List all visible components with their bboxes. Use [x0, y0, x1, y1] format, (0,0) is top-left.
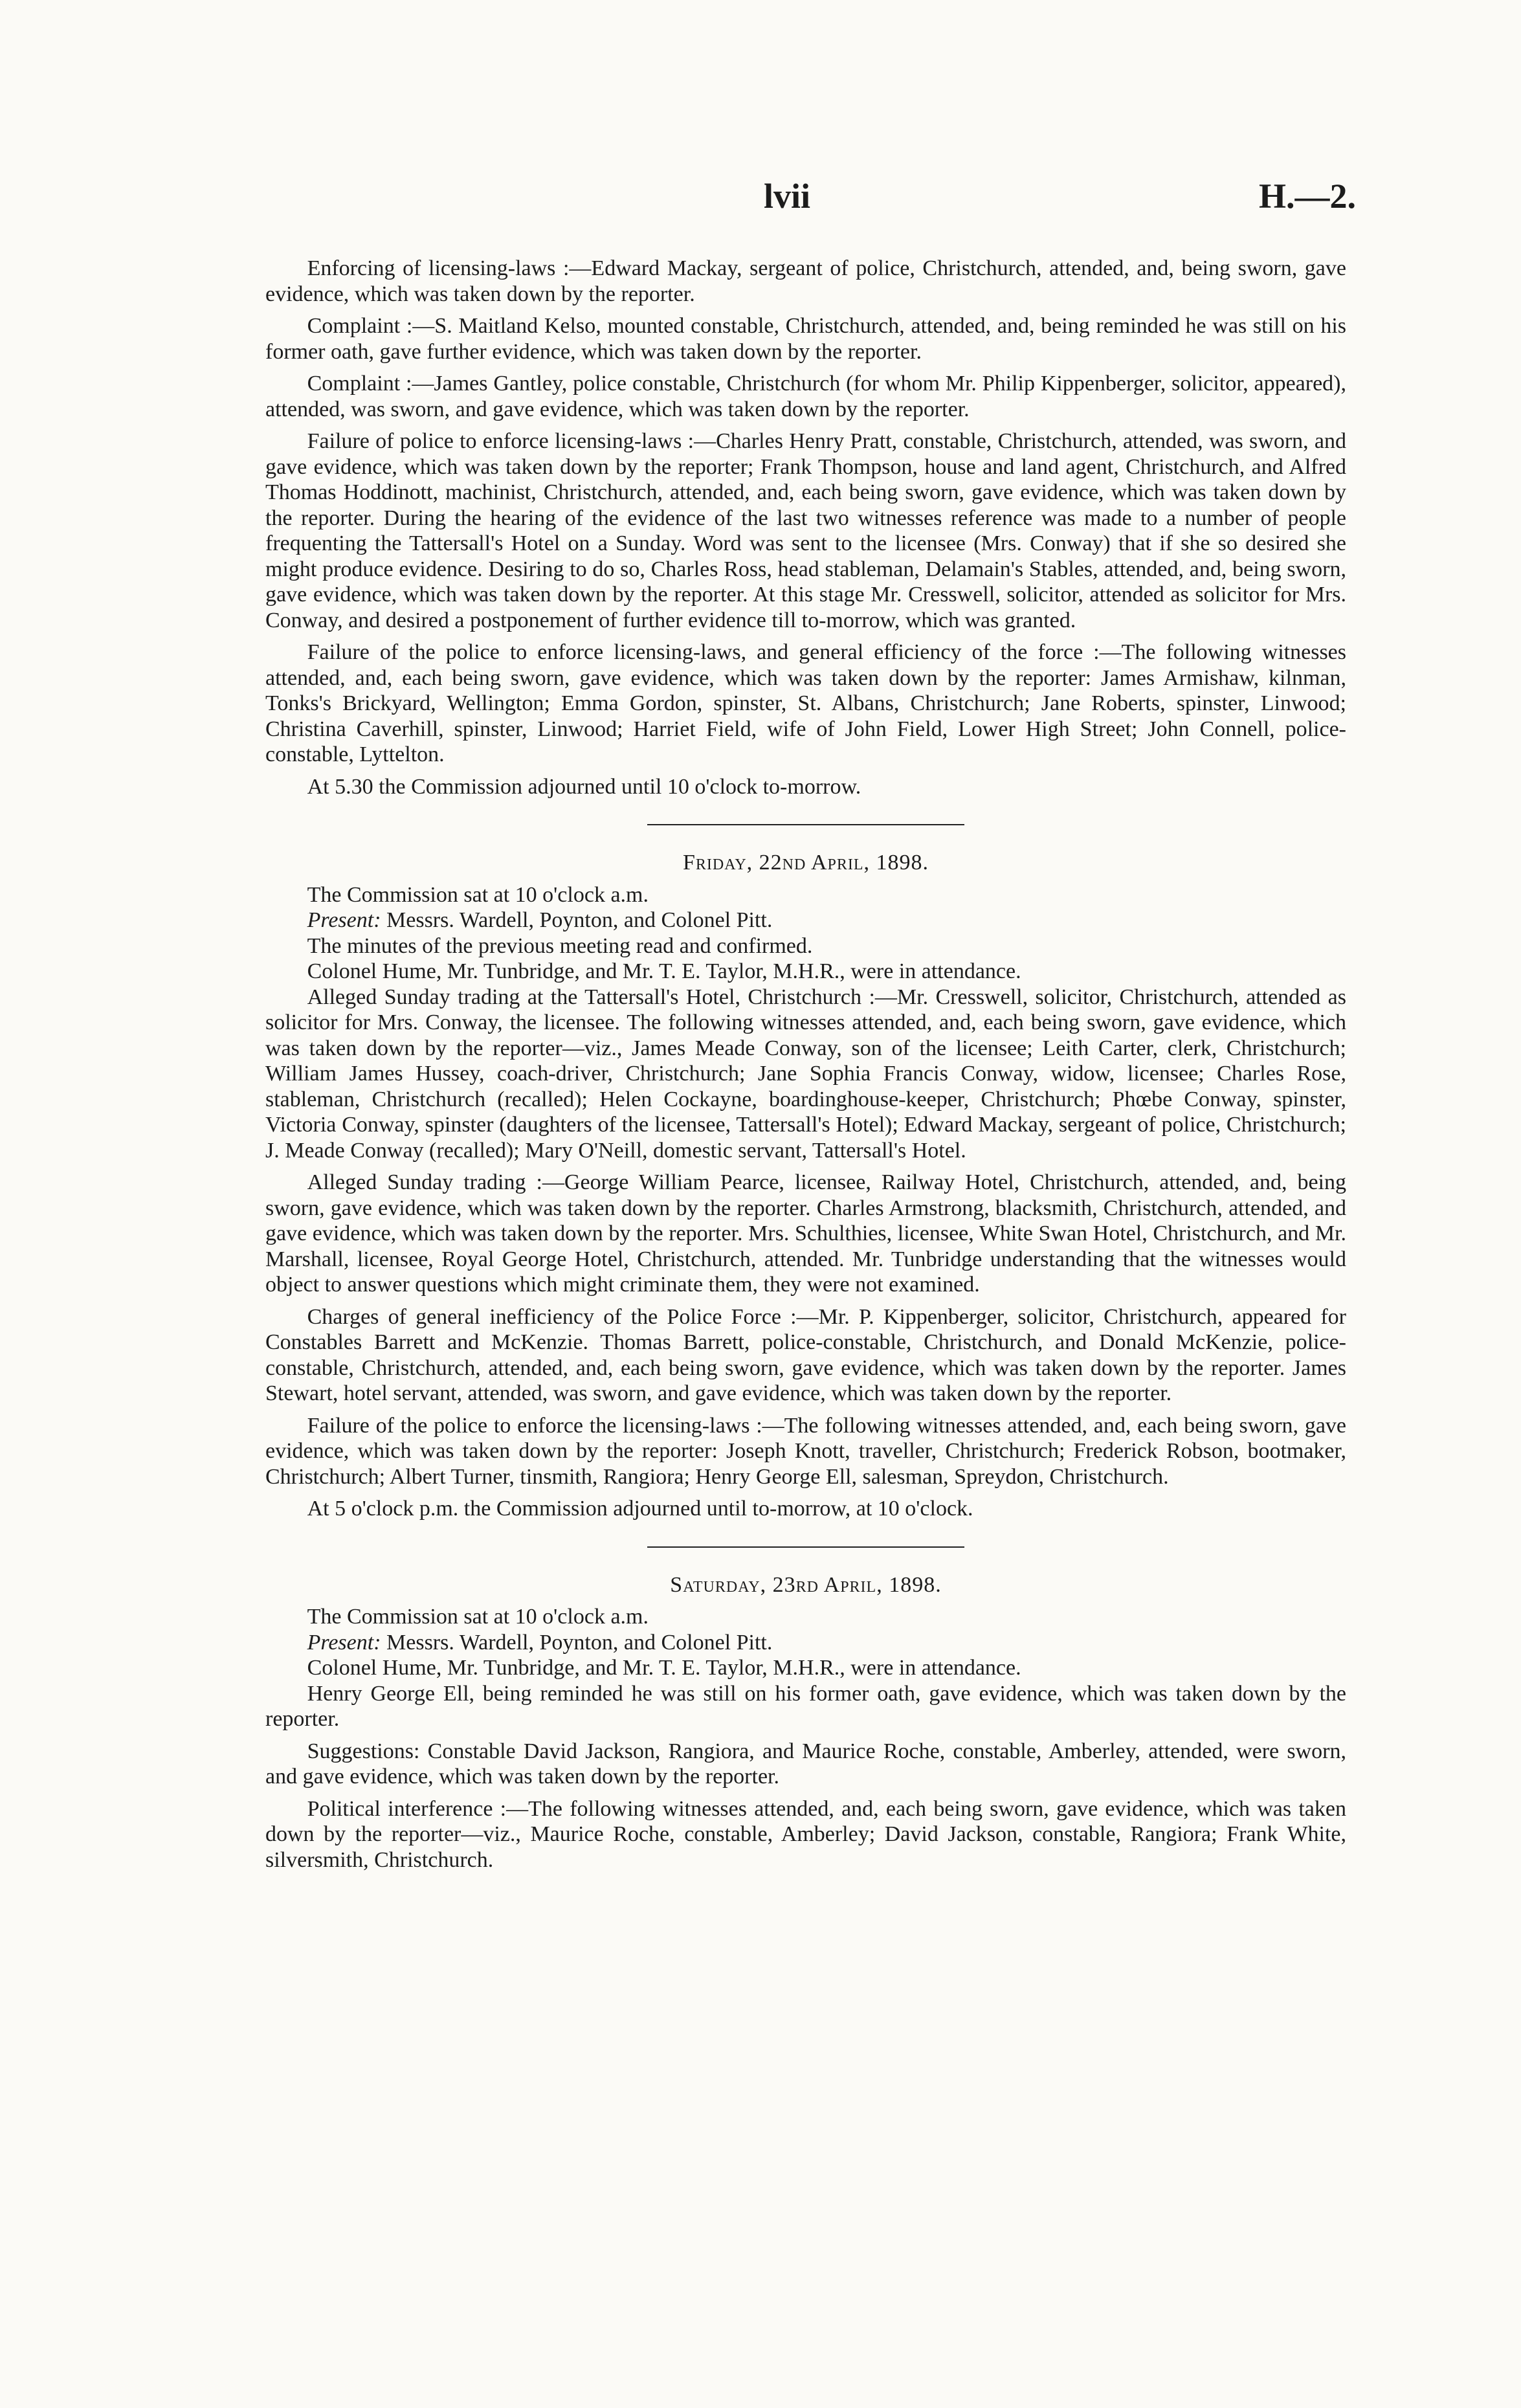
document-body [265, 256, 1346, 1879]
present-names: Messrs. Wardell, Poynton, and Colonel Pitt. [386, 908, 773, 932]
section-date-saturday: Saturday, 23rd April, 1898. [670, 1572, 942, 1597]
adjournment-note: At 5 o'clock p.m. the Commission adjourned until to-morrow, at 10 o'clock. [307, 1497, 973, 1521]
present-names: Messrs. Wardell, Poynton, and Colonel Pitt. [386, 1630, 773, 1655]
paragraph: Failure of the police to enforce licensing-laws, and general efficiency of the force :—The following witnesses attended, and, each being sworn, gave evidence, which was taken down by the reporter: James Armishaw, kilnman, Tonks's Brickyard, Wellington; Emma Gordon, spinster, St. Albans, Christchurch; Jane Roberts, spinster, Linwood; Christina Caverhill, spinster, Linwood; Harriet Field, wife of John Field, Lower High Street; John Connell, police-constable, Lyttelton. [265, 640, 1346, 766]
paragraph: Alleged Sunday trading at the Tattersall's Hotel, Christchurch :—Mr. Cresswell, solicitor, Christchurch, attended as solicitor for Mrs. Conway, the licensee. The following witnesses attended, and, each being sworn, gave evidence, which was taken down by the reporter—viz., James Meade Conway, son of the licensee; Leith Carter, clerk, Christchurch; William James Hussey, coach-driver, Christchurch; Jane Sophia Francis Conway, widow, licensee; Charles Rose, stableman, Christchurch (recalled); Helen Cockayne, boardinghouse-keeper, Christchurch; Phœbe Conway, spinster, Victoria Conway, spinster (daughters of the licensee, Tattersall's Hotel); Edward Mackay, sergeant of police, Christchurch; J. Meade Conway (recalled); Mary O'Neill, domestic servant, Tattersall's Hotel. [265, 985, 1346, 1163]
present-label: Present: [307, 1630, 381, 1655]
paragraph: Complaint :—S. Maitland Kelso, mounted constable, Christchurch, attended, and, being reminded he was still on his former oath, gave further evidence, which was taken down by the reporter. [265, 314, 1346, 364]
section-divider [647, 1546, 964, 1548]
paragraph: Political interference :—The following witnesses attended, and, each being sworn, gave evidence, which was taken down by the reporter—viz., Maurice Roche, constable, Amberley; David Jackson, constable, Rangiora; Frank White, silversmith, Christchurch. [265, 1796, 1346, 1872]
paragraph: Suggestions: Constable David Jackson, Rangiora, and Maurice Roche, constable, Amberley, attended, were sworn, and gave evidence, which was taken down by the reporter. [265, 1739, 1346, 1789]
sitting-time: The Commission sat at 10 o'clock a.m. [307, 882, 649, 907]
present-label: Present: [307, 908, 381, 932]
paragraph: Henry George Ell, being reminded he was still on his former oath, gave evidence, which was taken down by the reporter. [265, 1681, 1346, 1731]
page-number: lvii [764, 177, 811, 216]
paragraph: Alleged Sunday trading :—George William Pearce, licensee, Railway Hotel, Christchurch, attended, and, being sworn, gave evidence, which was taken down by the reporter. Charles Armstrong, blacksmith, Christchurch, attended, and gave evidence, which was taken down by the reporter. Mrs. Schulthies, licensee, White Swan Hotel, Christchurch, and Mr. Marshall, licensee, Royal George Hotel, Christchurch, attended. Mr. Tunbridge understanding that the witnesses would object to answer questions which might criminate them, they were not examined. [265, 1170, 1346, 1297]
attendance-line: Colonel Hume, Mr. Tunbridge, and Mr. T. E. Taylor, M.H.R., were in attendance. [307, 1656, 1021, 1680]
section-date-friday: Friday, 22nd April, 1898. [682, 851, 929, 875]
sitting-time: The Commission sat at 10 o'clock a.m. [307, 1605, 649, 1629]
paragraph: Enforcing of licensing-laws :—Edward Mackay, sergeant of police, Christchurch, attended, and, being sworn, gave evidence, which was taken down by the reporter. [265, 256, 1346, 306]
present-line [307, 1630, 1346, 1656]
paragraph: Charges of general inefficiency of the Police Force :—Mr. P. Kippenberger, solicitor, Christchurch, appeared for Constables Barrett and McKenzie. Thomas Barrett, police-constable, Christchurch, and Donald McKenzie, police-constable, Christchurch, attended, and, each being sworn, gave evidence, which was taken down by the reporter. James Stewart, hotel servant, attended, was sworn, and gave evidence, which was taken down by the reporter. [265, 1304, 1346, 1405]
document-reference: H.—2. [1259, 177, 1357, 216]
adjournment-note: At 5.30 the Commission adjourned until 10 o'clock to-morrow. [307, 774, 861, 799]
attendance-line: Colonel Hume, Mr. Tunbridge, and Mr. T. E. Taylor, M.H.R., were in attendance. [307, 959, 1021, 983]
present-line [307, 908, 1346, 933]
paragraph: Complaint :—James Gantley, police constable, Christchurch (for whom Mr. Philip Kippenberger, solicitor, appeared), attended, was sworn, and gave evidence, which was taken down by the reporter. [265, 372, 1346, 421]
minutes-line: The minutes of the previous meeting read and confirmed. [307, 933, 813, 958]
section-divider [647, 824, 964, 825]
paragraph: Failure of police to enforce licensing-laws :—Charles Henry Pratt, constable, Christchurch, attended, was sworn, and gave evidence, which was taken down by the reporter; Frank Thompson, house and land agent, Christchurch, and Alfred Thomas Hoddinott, machinist, Christchurch, attended, and, each being sworn, gave evidence, which was taken down by the reporter. During the hearing of the evidence of the last two witnesses reference was made to a number of people frequenting the Tattersall's Hotel on a Sunday. Word was sent to the licensee (Mrs. Conway) that if she so desired she might produce evidence. Desiring to do so, Charles Ross, head stableman, Delamain's Stables, attended, and, being sworn, gave evidence, which was taken down by the reporter. At this stage Mr. Cresswell, solicitor, attended as solicitor for Mrs. Conway, and desired a postponement of further evidence till to-morrow, which was granted. [265, 429, 1346, 632]
paragraph: Failure of the police to enforce the licensing-laws :—The following witnesses attended, and, each being sworn, gave evidence, which was taken down by the reporter: Joseph Knott, traveller, Christchurch; Frederick Robson, bootmaker, Christchurch; Albert Turner, tinsmith, Rangiora; Henry George Ell, salesman, Spreydon, Christchurch. [265, 1413, 1346, 1489]
